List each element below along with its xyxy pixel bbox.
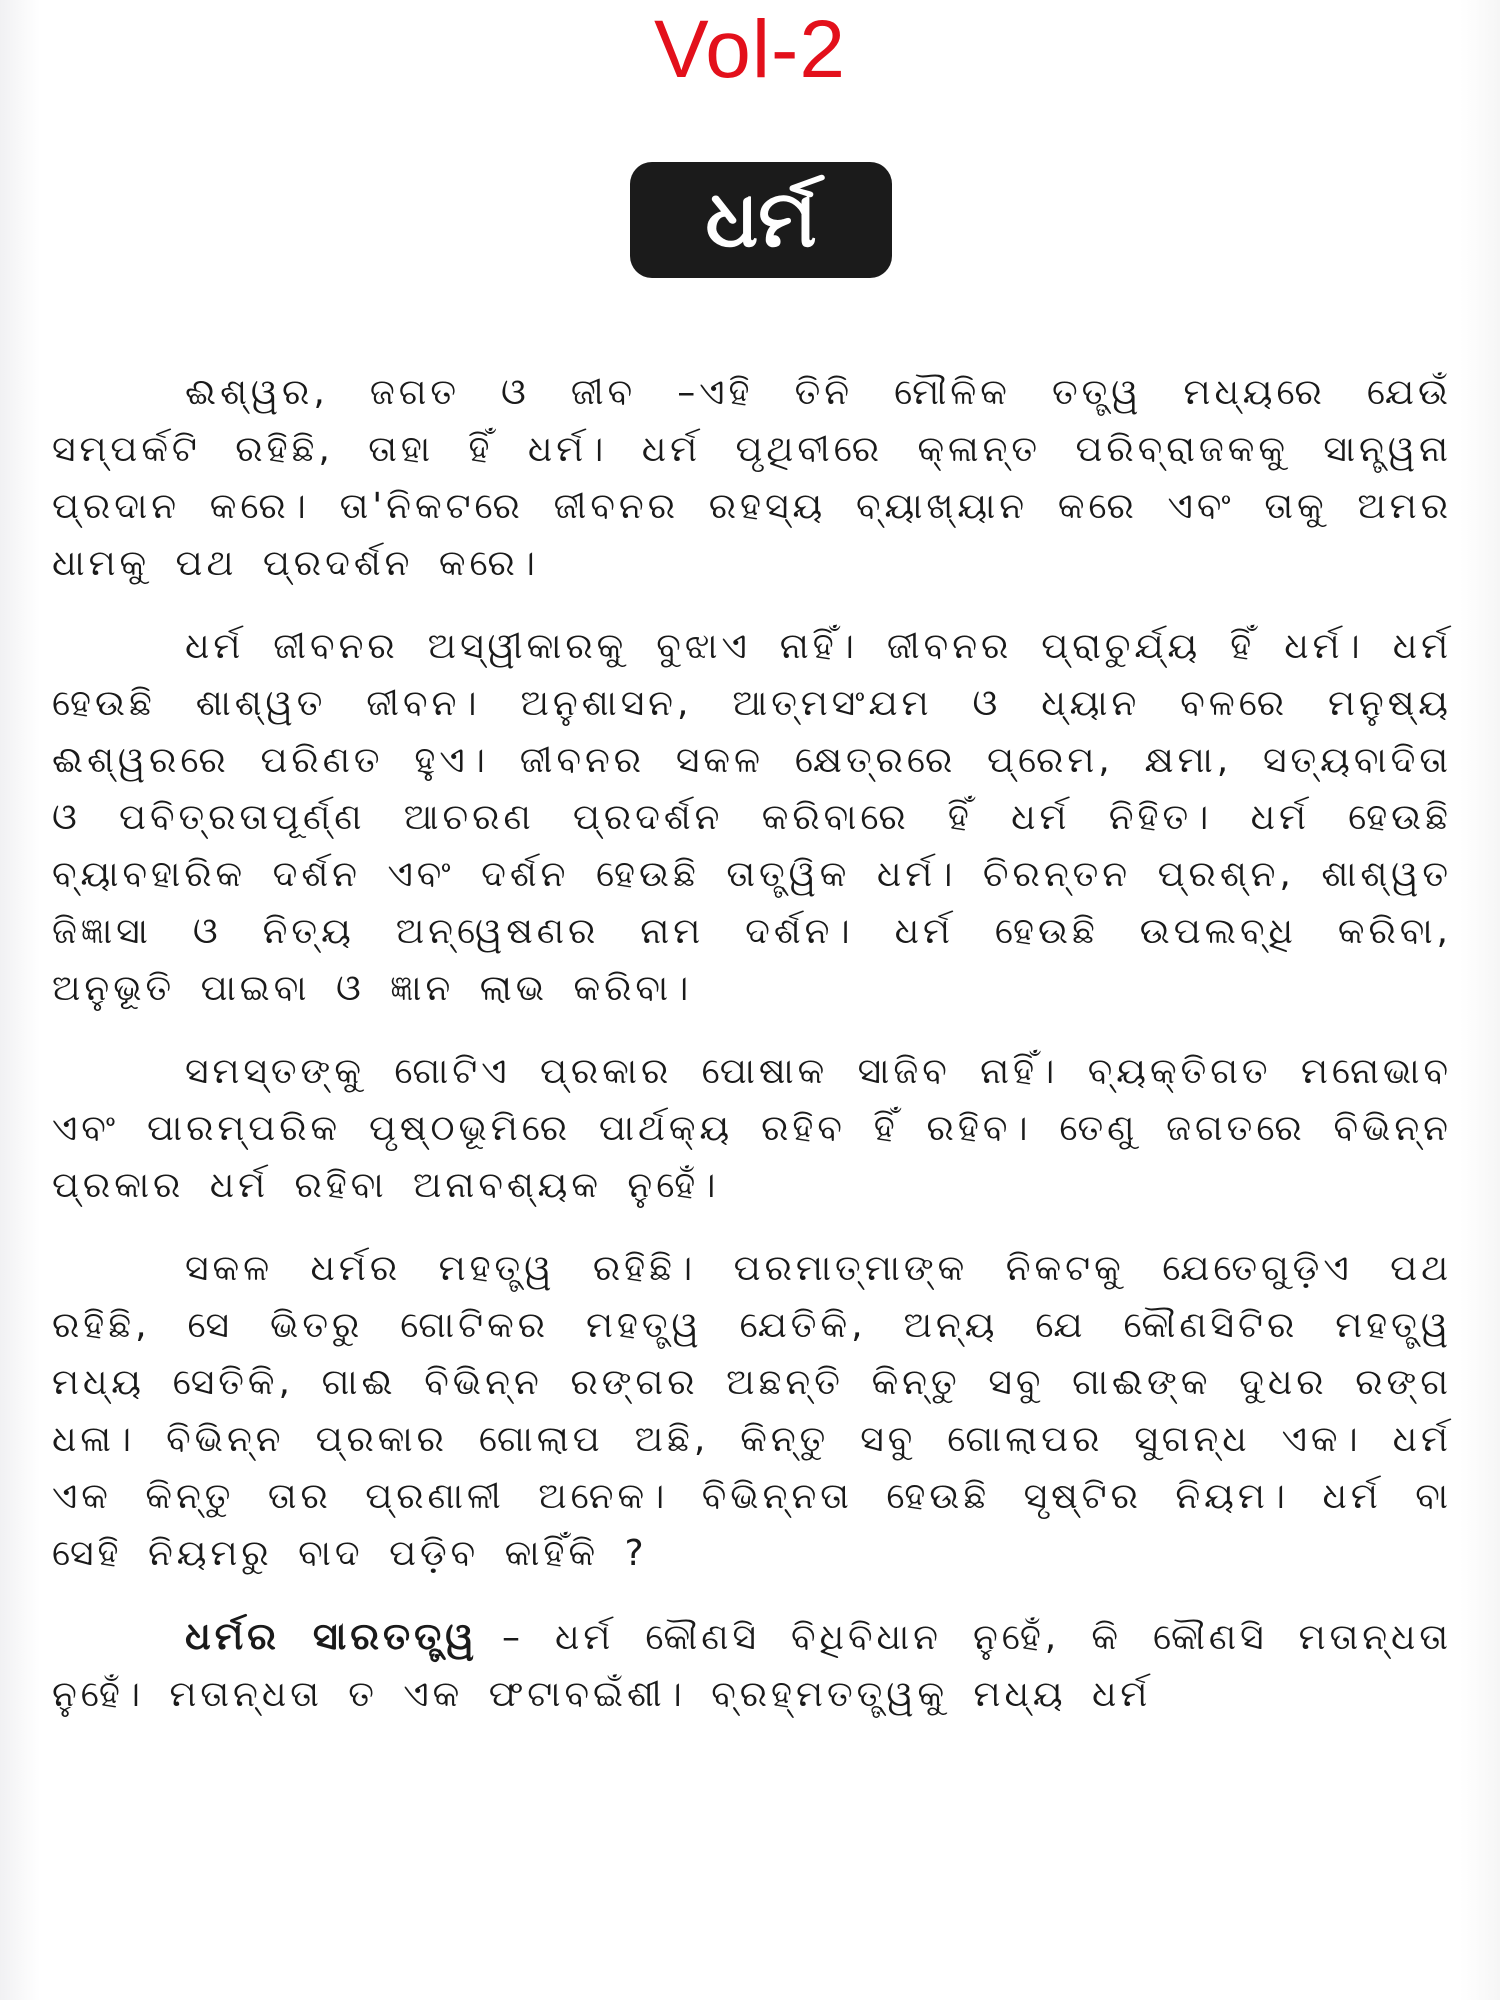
section-paragraph	[52, 1608, 1452, 1723]
section-text: – ଧର୍ମ କୌଣସି ବିଧିବିଧାନ ନୁହେଁ, କି କୌଣସି ମତାନ୍ଧତା ନୁହେଁ। ମତାନ୍ଧତା ତ ଏକ ଫଟାବଇଁଶୀ। ବ୍ରହ୍ମତତ୍ତ୍ୱକୁ ମଧ୍ୟ ଧର୍ମ	[52, 1617, 1452, 1715]
paragraph-2: ଧର୍ମ ଜୀବନର ଅସ୍ୱୀକାରକୁ ବୁଝାଏ ନାହିଁ। ଜୀବନର ପ୍ରାଚୁର୍ଯ୍ୟ ହିଁ ଧର୍ମ। ଧର୍ମ ହେଉଛି ଶାଶ୍ୱତ ଜୀବନ। ଅନୁଶାସନ, ଆତ୍ମସଂଯମ ଓ ଧ୍ୟାନ ବଳରେ ମନୁଷ୍ୟ ଈଶ୍ୱରରେ ପରିଣତ ହୁଏ। ଜୀବନର ସକଳ କ୍ଷେତ୍ରରେ ପ୍ରେମ, କ୍ଷମା, ସତ୍ୟବାଦିତା ଓ ପବିତ୍ରତାପୂର୍ଣ୍ଣ ଆଚରଣ ପ୍ରଦର୍ଶନ କରିବାରେ ହିଁ ଧର୍ମ ନିହିତ। ଧର୍ମ ହେଉଛି ବ୍ୟାବହାରିକ ଦର୍ଶନ ଏବଂ ଦର୍ଶନ ହେଉଛି ତାତ୍ତ୍ୱିକ ଧର୍ମ। ଚିରନ୍ତନ ପ୍ରଶ୍ନ, ଶାଶ୍ୱତ ଜିଜ୍ଞାସା ଓ ନିତ୍ୟ ଅନ୍ୱେଷଣର ନାମ ଦର୍ଶନ। ଧର୍ମ ହେଉଛି ଉପଲବ୍ଧି କରିବା, ଅନୁଭୂତି ପାଇବା ଓ ଜ୍ଞାନ ଲାଭ କରିବା।	[52, 626, 1452, 1009]
volume-label: Vol-2	[654, 4, 846, 95]
section-heading: ଧର୍ମର ସାରତତ୍ତ୍ୱ	[185, 1614, 478, 1658]
chapter-body	[52, 364, 1452, 1723]
paragraph-4: ସକଳ ଧର୍ମର ମହତ୍ତ୍ୱ ରହିଛି। ପରମାତ୍ମାଙ୍କ ନିକଟକୁ ଯେତେଗୁଡ଼ିଏ ପଥ ରହିଛି, ସେ ଭିତରୁ ଗୋଟିକର ମହତ୍ତ୍ୱ ଯେତିକି, ଅନ୍ୟ ଯେ କୌଣସିଟିର ମହତ୍ତ୍ୱ ମଧ୍ୟ ସେତିକି, ଗାଈ ବିଭିନ୍ନ ରଙ୍ଗର ଅଛନ୍ତି କିନ୍ତୁ ସବୁ ଗାଈଙ୍କ ଦୁଧର ରଙ୍ଗ ଧଳା। ବିଭିନ୍ନ ପ୍ରକାର ଗୋଲାପ ଅଛି, କିନ୍ତୁ ସବୁ ଗୋଲାପର ସୁଗନ୍ଧ ଏକ। ଧର୍ମ ଏକ କିନ୍ତୁ ତାର ପ୍ରଣାଳୀ ଅନେକ। ବିଭିନ୍ନତା ହେଉଛି ସୃଷ୍ଟିର ନିୟମ। ଧର୍ମ ବା ସେହି ନିୟମରୁ ବାଦ ପଡ଼ିବ କାହିଁକି ?	[52, 1248, 1452, 1574]
chapter-title: ଧର୍ମ	[630, 162, 892, 278]
paragraph-3: ସମସ୍ତଙ୍କୁ ଗୋଟିଏ ପ୍ରକାର ପୋଷାକ ସାଜିବ ନାହିଁ। ବ୍ୟକ୍ତିଗତ ମନୋଭାବ ଏବଂ ପାରମ୍ପରିକ ପୃଷ୍ଠଭୂମିରେ ପାର୍ଥକ୍ୟ ରହିବ ହିଁ ରହିବ। ତେଣୁ ଜଗତରେ ବିଭିନ୍ନ ପ୍ରକାର ଧର୍ମ ରହିବା ଅନାବଶ୍ୟକ ନୁହେଁ।	[52, 1051, 1452, 1206]
paragraph-1: ଈଶ୍ୱର, ଜଗତ ଓ ଜୀବ –ଏହି ତିନି ମୌଳିକ ତତ୍ତ୍ୱ ମଧ୍ୟରେ ଯେଉଁ ସମ୍ପର୍କଟି ରହିଛି, ତାହା ହିଁ ଧର୍ମ। ଧର୍ମ ପୃଥିବୀରେ କ୍ଳାନ୍ତ ପରିବ୍ରାଜକକୁ ସାନ୍ତ୍ୱନା ପ୍ରଦାନ କରେ। ତା'ନିକଟରେ ଜୀବନର ରହସ୍ୟ ବ୍ୟାଖ୍ୟାନ କରେ ଏବଂ ତାକୁ ଅମର ଧାମକୁ ପଥ ପ୍ରଦର୍ଶନ କରେ।	[52, 372, 1452, 584]
